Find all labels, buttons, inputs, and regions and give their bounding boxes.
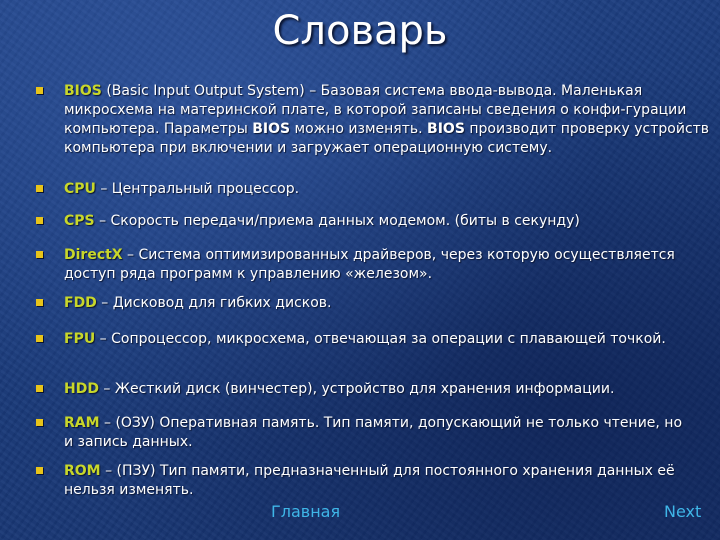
glossary-definition: – Скорость передачи/приема данных модемом. (биты в секунду) <box>94 213 580 229</box>
bullet-icon <box>36 335 43 342</box>
glossary-item-fdd <box>36 294 714 313</box>
glossary-definition: – Дисковод для гибких дисков. <box>96 295 332 311</box>
glossary-item-cps <box>36 212 714 231</box>
glossary-definition: – (ПЗУ) Тип памяти, предназначенный для постоянного хранения данных её нельзя изменять. <box>64 463 675 498</box>
glossary-term: ROM <box>64 463 101 479</box>
glossary-item-hdd <box>36 380 714 399</box>
glossary-definition: производит проверку устройств компьютера при включении и загружает операционную систему. <box>64 121 710 156</box>
glossary-item-directx <box>36 246 684 284</box>
glossary-item-cpu <box>36 180 714 199</box>
glossary-term: DirectX <box>64 247 123 263</box>
bullet-icon <box>36 217 43 224</box>
home-link[interactable]: Главная <box>271 502 341 521</box>
glossary-item-rom <box>36 462 684 500</box>
bullet-icon <box>36 385 43 392</box>
glossary-term: FDD <box>64 295 97 311</box>
next-link[interactable]: Next <box>664 502 702 521</box>
glossary-definition: (Basic Input Output System) – Базовая система ввода-вывода. Маленькая микросхема на материнской плате, в которой записаны сведения о конфи-гурации компьютера. Параметры <box>64 83 687 137</box>
bullet-icon <box>36 299 43 306</box>
bullet-icon <box>36 185 43 192</box>
bullet-icon <box>36 467 43 474</box>
glossary-term: BIOS <box>64 83 102 99</box>
glossary-definition: – Жесткий диск (винчестер), устройство для хранения информации. <box>98 381 615 397</box>
glossary-term: HDD <box>64 381 99 397</box>
glossary-term: FPU <box>64 331 96 347</box>
glossary-definition: можно изменять. <box>290 121 428 137</box>
glossary-term-inline: BIOS <box>252 121 291 137</box>
glossary-item-bios <box>36 82 714 158</box>
glossary-item-ram <box>36 414 684 452</box>
glossary-term: RAM <box>64 415 100 431</box>
bullet-icon <box>36 251 43 258</box>
bullet-icon <box>36 87 43 94</box>
glossary-term: CPS <box>64 213 95 229</box>
slide-title: Словарь <box>272 8 448 54</box>
glossary-definition: – (ОЗУ) Оперативная память. Тип памяти, допускающий не только чтение, но и запись данных. <box>64 415 683 450</box>
glossary-term: CPU <box>64 181 96 197</box>
glossary-definition: – Система оптимизированных драйверов, через которую осуществляется доступ ряда программ к управлению «железом». <box>64 247 675 282</box>
glossary-item-fpu <box>36 330 714 349</box>
glossary-definition: – Центральный процессор. <box>95 181 300 197</box>
bullet-icon <box>36 419 43 426</box>
glossary-term-inline: BIOS <box>427 121 465 137</box>
glossary-definition: – Сопроцессор, микросхема, отвечающая за операции с плавающей точкой. <box>95 331 666 347</box>
